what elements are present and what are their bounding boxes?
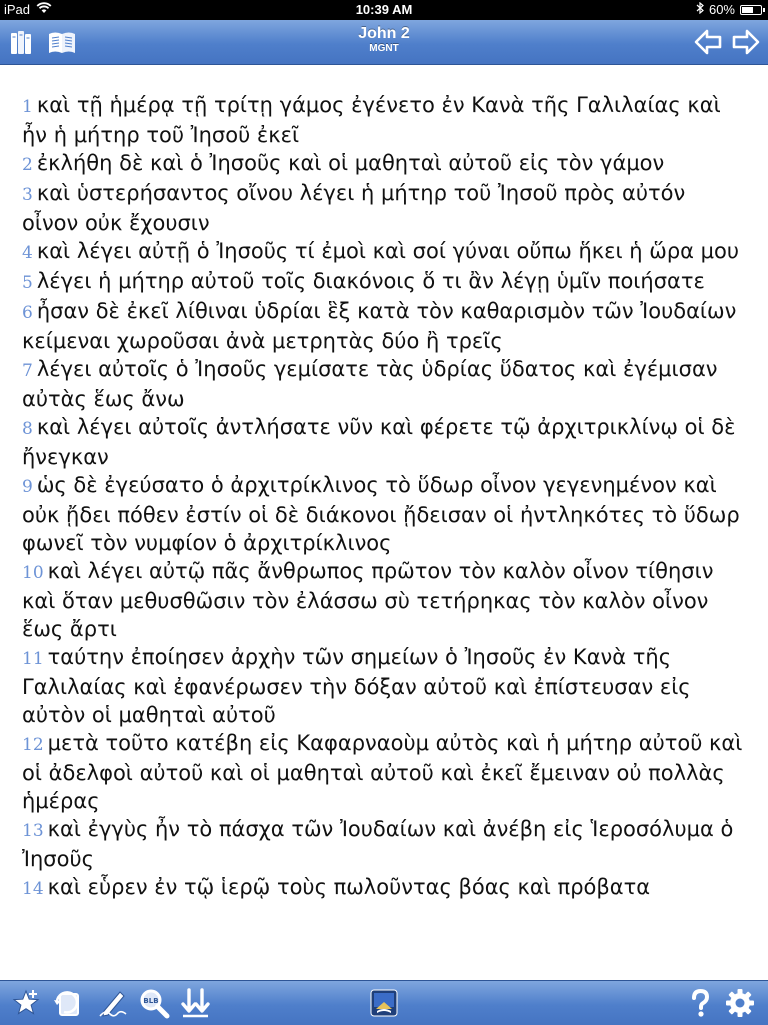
verse-text: λέγει ἡ μήτηρ αὐτοῦ τοῖς διακόνοις ὅ τι ἂν λέγῃ ὑμῖν ποιήσατε — [36, 269, 705, 293]
verse-text: ἐκλήθη δὲ καὶ ὁ Ἰησοῦς καὶ οἱ μαθηταὶ αὐτοῦ εἰς τὸν γάμον — [36, 151, 665, 175]
verse-number[interactable]: 11 — [22, 649, 44, 669]
verse-number[interactable]: 9 — [22, 477, 33, 497]
verse-text: καὶ λέγει αὐτῷ πᾶς ἄνθρωπος πρῶτον τὸν καλὸν οἶνον τίθησιν καὶ ὅταν μεθυσθῶσιν τὸν ἐλάσσω σὺ τετήρηκας τὸν καλὸν οἶνον ἕως ἄρτι — [22, 559, 714, 641]
history-icon[interactable] — [52, 987, 84, 1019]
scroll-down-icon[interactable] — [180, 987, 212, 1019]
verse[interactable] — [22, 643, 748, 729]
verse-number[interactable]: 1 — [22, 97, 33, 117]
page-title: John 2 — [358, 25, 410, 42]
verse-text: καὶ λέγει αὐτοῖς ἀντλήσατε νῦν καὶ φέρετε τῷ ἀρχιτρικλίνῳ οἱ δὲ ἤνεγκαν — [22, 415, 736, 469]
forward-arrow-icon[interactable] — [730, 26, 762, 58]
bluetooth-icon — [696, 0, 704, 20]
verse-number[interactable]: 2 — [22, 155, 33, 175]
verse-number[interactable]: 6 — [22, 303, 33, 323]
verse-text: λέγει αὐτοῖς ὁ Ἰησοῦς γεμίσατε τὰς ὑδρίας ὕδατος καὶ ἐγέμισαν αὐτὰς ἕως ἄνω — [22, 357, 718, 411]
verse-number[interactable]: 13 — [22, 821, 44, 841]
battery-percent: 60% — [708, 2, 735, 17]
verse-text: καὶ ὑστερήσαντος οἴνου λέγει ἡ μήτηρ τοῦ Ἰησοῦ πρὸς αὐτόν οἶνον οὐκ ἔχουσιν — [22, 181, 686, 235]
nav-title-block — [0, 25, 768, 55]
verse-text: μετὰ τοῦτο κατέβη εἰς Καφαρναοὺμ αὐτὸς καὶ ἡ μήτηρ αὐτοῦ καὶ οἱ ἀδελφοὶ αὐτοῦ καὶ οἱ μαθηταὶ αὐτοῦ καὶ ἐκεῖ ἔμειναν οὐ πολλὰς ἡμέρας — [22, 731, 743, 813]
verse-text: καὶ ἐγγὺς ἦν τὸ πάσχα τῶν Ἰουδαίων καὶ ἀνέβη εἰς Ἱεροσόλυμα ὁ Ἰησοῦς — [22, 817, 734, 871]
verse-number[interactable]: 3 — [22, 185, 33, 205]
verse-number[interactable]: 5 — [22, 273, 33, 293]
verse[interactable] — [22, 149, 748, 179]
verse[interactable] — [22, 729, 748, 815]
verse-text: καὶ τῇ ἡμέρᾳ τῇ τρίτῃ γάμος ἐγένετο ἐν Κανὰ τῆς Γαλιλαίας καὶ ἦν ἡ μήτηρ τοῦ Ἰησοῦ ἐκεῖ — [22, 93, 721, 147]
device-name: iPad — [4, 2, 31, 17]
verse[interactable] — [22, 355, 748, 413]
verse[interactable] — [22, 267, 748, 297]
search-icon[interactable] — [138, 987, 170, 1019]
battery-icon — [740, 5, 762, 15]
verse-text: καὶ εὗρεν ἐν τῷ ἱερῷ τοὺς πωλοῦντας βόας καὶ πρόβατα — [47, 875, 651, 899]
svg-text:BLB: BLB — [143, 997, 159, 1005]
verse-text: καὶ λέγει αὐτῇ ὁ Ἰησοῦς τί ἐμοὶ καὶ σοί γύναι οὔπω ἥκει ἡ ὥρα μου — [36, 239, 740, 263]
verse-text: ταύτην ἐποίησεν ἀρχὴν τῶν σημείων ὁ Ἰησοῦς ἐν Κανὰ τῆς Γαλιλαίας καὶ ἐφανέρωσεν τὴν δόξαν αὐτοῦ καὶ ἐπίστευσαν εἰς αὐτὸν οἱ μαθηταὶ αὐτοῦ — [22, 645, 691, 727]
verse[interactable] — [22, 471, 748, 557]
status-bar — [0, 0, 768, 20]
settings-icon[interactable] — [724, 987, 756, 1019]
verse-number[interactable]: 7 — [22, 361, 33, 381]
bible-version: MGNT — [369, 43, 399, 54]
verse[interactable] — [22, 237, 748, 267]
verse-number[interactable]: 14 — [22, 879, 44, 899]
navigation-bar — [0, 20, 768, 65]
verse[interactable] — [22, 91, 748, 149]
back-arrow-icon[interactable] — [692, 26, 724, 58]
verse-text: ὡς δὲ ἐγεύσατο ὁ ἀρχιτρίκλινος τὸ ὕδωρ οἶνον γεγενημένον καὶ οὐκ ᾔδει πόθεν ἐστίν οἱ δὲ διάκονοι ᾔδεισαν οἱ ἠντληκότες τὸ ὕδωρ φωνεῖ τὸν νυμφίον ὁ ἀρχιτρίκλινος — [22, 473, 740, 555]
status-time: 10:39 AM — [355, 2, 413, 17]
verse[interactable] — [22, 873, 748, 903]
verse[interactable] — [22, 557, 748, 643]
verse-list — [0, 65, 768, 903]
verse[interactable] — [22, 179, 748, 237]
verse[interactable] — [22, 297, 748, 355]
help-icon[interactable] — [684, 987, 716, 1019]
verse-number[interactable]: 8 — [22, 419, 33, 439]
scripture-content[interactable] — [0, 65, 768, 980]
status-right — [696, 0, 762, 20]
favorites-icon[interactable] — [10, 987, 42, 1019]
verse-number[interactable]: 10 — [22, 563, 44, 583]
battery-fill — [742, 7, 753, 13]
verse-number[interactable]: 4 — [22, 243, 33, 263]
app-logo-icon[interactable] — [368, 987, 400, 1019]
verse-number[interactable]: 12 — [22, 735, 44, 755]
verse-text: ἦσαν δὲ ἐκεῖ λίθιναι ὑδρίαι ἓξ κατὰ τὸν καθαρισμὸν τῶν Ἰουδαίων κείμεναι χωροῦσαι ἀνὰ μετρητὰς δύο ἢ τρεῖς — [22, 299, 737, 353]
bottom-toolbar — [0, 980, 768, 1025]
verse[interactable] — [22, 815, 748, 873]
verse[interactable] — [22, 413, 748, 471]
notes-icon[interactable] — [96, 987, 128, 1019]
